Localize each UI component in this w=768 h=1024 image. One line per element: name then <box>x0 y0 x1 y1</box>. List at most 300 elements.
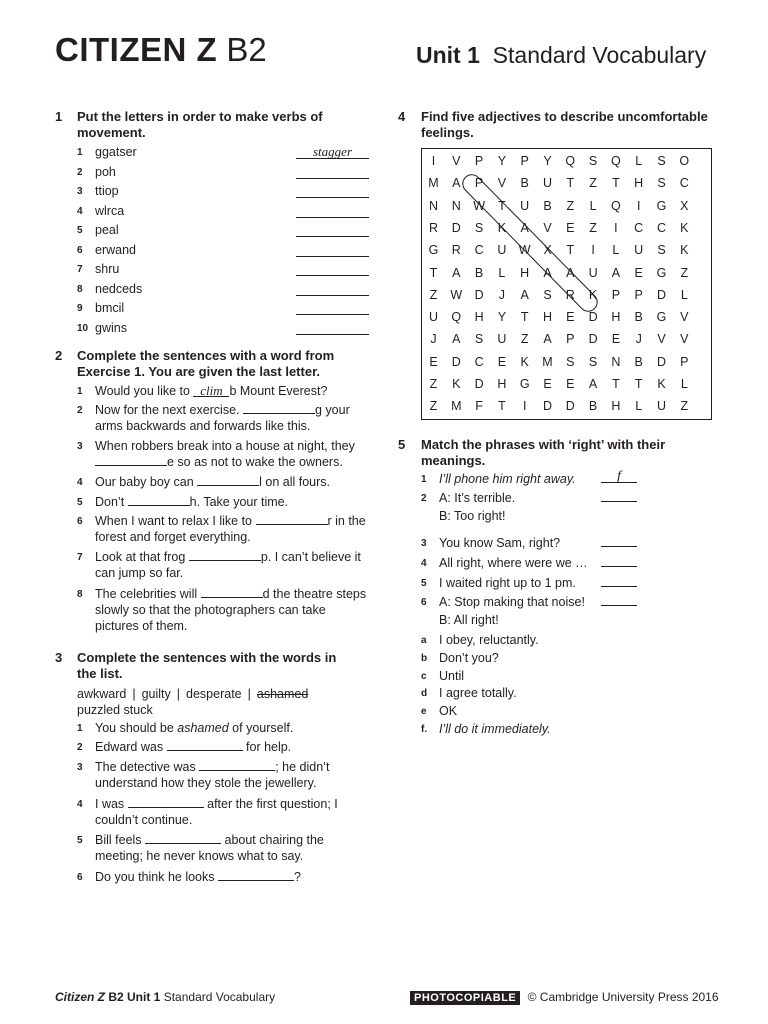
sentence-start: Would you like to <box>95 384 194 398</box>
sentence-start: Our baby boy can <box>95 475 198 489</box>
grid-cell[interactable]: H <box>542 310 553 325</box>
grid-cell[interactable]: X <box>543 243 552 258</box>
item-text <box>95 739 367 755</box>
grid-cell[interactable]: H <box>611 310 621 325</box>
item-number: 10 <box>77 322 89 334</box>
exercise-5-number: 5 <box>398 437 406 452</box>
word-list <box>77 686 308 702</box>
grid-cell[interactable]: B <box>520 176 529 191</box>
grid-cell[interactable]: U <box>497 332 507 347</box>
grid-cell[interactable]: H <box>474 310 484 325</box>
answer-gap[interactable] <box>145 832 221 844</box>
grid-cell[interactable]: K <box>588 287 598 302</box>
item-text: You know Sam, right? <box>439 536 561 550</box>
answer-gap[interactable] <box>95 454 167 466</box>
item-text: poh <box>95 164 116 179</box>
item-text <box>95 474 367 490</box>
grid-cell[interactable]: E <box>566 220 575 235</box>
list-item <box>77 242 377 258</box>
grid-cell[interactable]: C <box>679 176 689 191</box>
item-number: 2 <box>77 742 83 753</box>
grid-cell[interactable]: W <box>518 243 531 258</box>
grid-cell[interactable]: E <box>566 310 575 325</box>
list-item <box>77 164 377 180</box>
grid-cell[interactable]: B <box>634 310 643 325</box>
grid-cell[interactable]: Z <box>680 265 689 280</box>
sentence-end: about chairing the meeting; he never knows what to say. <box>95 833 324 863</box>
grid-cell[interactable]: U <box>428 310 439 325</box>
grid-cell[interactable]: T <box>634 377 643 391</box>
grid-cell[interactable]: H <box>634 176 644 191</box>
item-text <box>95 513 367 545</box>
item-number: 2 <box>77 405 83 416</box>
grid-cell[interactable]: E <box>429 354 438 369</box>
grid-cell[interactable]: B <box>543 198 552 213</box>
grid-cell[interactable]: D <box>474 287 484 302</box>
list-item <box>77 183 377 199</box>
grid-cell[interactable]: Z <box>429 399 438 414</box>
grid-cell[interactable]: K <box>657 377 666 391</box>
exercise-2-title: Complete the sentences with a word from Exercise 1. You are given the last letter. <box>77 348 335 379</box>
grid-cell[interactable]: U <box>520 198 530 213</box>
grid-cell[interactable]: Z <box>429 287 438 302</box>
sentence-start: Edward was <box>95 740 167 754</box>
grid-cell[interactable]: Q <box>611 154 621 168</box>
grid-cell[interactable]: P <box>611 287 621 302</box>
grid-cell[interactable]: V <box>452 154 461 168</box>
grid-cell[interactable]: L <box>680 287 688 302</box>
item-number: 1 <box>77 723 83 734</box>
grid-cell[interactable]: C <box>634 220 644 235</box>
list-item <box>77 320 377 336</box>
grid-cell[interactable]: Q <box>611 198 621 213</box>
answer-gap[interactable] <box>218 869 294 881</box>
grid-cell[interactable]: A <box>543 265 552 280</box>
grid-cell[interactable]: A <box>566 265 575 280</box>
answer-gap[interactable] <box>199 759 275 771</box>
meaning-text: I agree totally. <box>439 686 517 700</box>
answer-blank[interactable]: stagger <box>296 144 369 159</box>
answer-gap[interactable] <box>189 549 261 561</box>
exercise-4-number: 4 <box>398 109 406 124</box>
grid-cell[interactable]: P <box>520 154 529 168</box>
answer-blank[interactable] <box>601 535 637 547</box>
item-number: 4 <box>77 477 83 488</box>
sentence-start: I was <box>95 797 128 811</box>
item-text: All right, where were we … <box>439 556 588 570</box>
brand-name: CITIZEN Z <box>55 31 218 68</box>
grid-cell[interactable]: D <box>542 399 553 414</box>
meaning-text: I obey, reluctantly. <box>439 633 539 647</box>
grid-cell[interactable]: J <box>498 287 506 302</box>
grid-cell[interactable]: M <box>451 399 462 414</box>
grid-cell[interactable]: Y <box>497 154 507 168</box>
unit-number: Unit 1 <box>416 42 480 68</box>
grid-cell[interactable]: N <box>428 198 439 213</box>
grid-cell[interactable]: D <box>656 354 667 369</box>
grid-cell[interactable]: Z <box>520 332 529 347</box>
sentence-end: e so as not to wake the owners. <box>167 455 343 469</box>
item-number: 1 <box>421 474 427 485</box>
grid-cell[interactable]: S <box>566 354 575 369</box>
word-search-grid[interactable] <box>421 148 712 420</box>
exercise-2-number: 2 <box>55 348 63 363</box>
item-number: 4 <box>421 558 427 569</box>
item-text: I waited right up to 1 pm. <box>439 576 576 590</box>
sentence-start: Don’t <box>95 495 128 509</box>
grid-cell[interactable]: K <box>680 220 689 235</box>
grid-cell[interactable]: L <box>589 198 597 213</box>
item-text: bmcil <box>95 301 125 315</box>
unit-title <box>416 40 706 70</box>
grid-cell[interactable]: V <box>680 332 689 347</box>
item-number: 8 <box>77 589 83 600</box>
item-text <box>95 869 367 885</box>
exercise-1-list <box>77 144 377 344</box>
answer-blank[interactable] <box>296 281 369 296</box>
item-text-line-2: B: All right! <box>439 613 499 627</box>
grid-cell[interactable]: S <box>588 154 598 168</box>
exercise-2-list <box>77 383 377 643</box>
meaning-letter: a <box>421 635 427 646</box>
item-number: 5 <box>77 497 83 508</box>
grid-cell[interactable]: U <box>588 265 598 280</box>
grid-cell[interactable]: T <box>498 198 506 213</box>
grid-cell[interactable]: T <box>612 377 620 391</box>
grid-cell[interactable]: V <box>543 220 552 235</box>
grid-cell[interactable]: E <box>634 265 643 280</box>
item-number: 1 <box>77 386 83 397</box>
list-item <box>77 144 377 160</box>
meaning-letter: b <box>421 653 428 664</box>
item-text <box>95 438 367 470</box>
sentence-end: d the theatre steps slowly so that the photographers can take pictures of them. <box>95 587 367 633</box>
grid-cell[interactable]: V <box>680 310 689 325</box>
grid-cell[interactable]: E <box>543 377 552 391</box>
sentence-start: Look at that frog <box>95 550 189 564</box>
grid-cell[interactable]: S <box>588 354 598 369</box>
item-number: 7 <box>77 264 83 275</box>
item-text <box>95 383 367 399</box>
answer-gap[interactable] <box>201 586 263 598</box>
grid-cell[interactable]: L <box>680 377 688 391</box>
grid-cell[interactable]: R <box>565 287 575 302</box>
answer-gap[interactable]: clim <box>193 385 229 397</box>
grid-cell[interactable]: Y <box>497 310 507 325</box>
grid-cell[interactable]: I <box>614 220 618 235</box>
item-number: 3 <box>421 538 427 549</box>
grid-cell[interactable]: C <box>474 243 484 258</box>
grid-cell[interactable]: D <box>656 287 667 302</box>
answer-blank[interactable] <box>296 183 369 198</box>
grid-cell[interactable]: P <box>680 354 689 369</box>
answer-gap[interactable] <box>243 402 315 414</box>
answer-blank[interactable] <box>296 164 369 179</box>
footer-title: Citizen Z B2 Unit 1 Standard Vocabulary <box>55 990 276 1004</box>
grid-cell[interactable]: N <box>451 198 461 213</box>
grid-cell[interactable]: U <box>656 399 667 414</box>
grid-cell[interactable]: S <box>657 243 666 258</box>
grid-cell[interactable]: C <box>656 220 667 235</box>
item-text: nedceds <box>95 281 143 296</box>
grid-cell[interactable]: D <box>588 310 598 325</box>
grid-cell[interactable]: K <box>680 243 689 258</box>
grid-cell[interactable]: J <box>430 332 437 347</box>
photocopiable-badge: PHOTOCOPIABLE <box>410 991 520 1005</box>
grid-cell[interactable]: B <box>474 265 484 280</box>
answer-text: ashamed <box>177 721 229 735</box>
item-number: 6 <box>77 872 83 883</box>
word-list-item: guilty <box>141 687 171 701</box>
item-number: 6 <box>77 244 83 256</box>
answer-gap[interactable] <box>128 796 204 808</box>
answer-gap[interactable] <box>197 474 259 486</box>
grid-cell[interactable]: Z <box>589 176 597 191</box>
grid-cell[interactable]: A <box>452 332 461 347</box>
item-text: I’ll phone him right away. <box>439 472 576 486</box>
item-number: 4 <box>77 205 83 217</box>
grid-cell[interactable]: W <box>450 287 463 302</box>
item-number: 2 <box>421 493 427 504</box>
exercise-3-list <box>77 720 377 890</box>
item-text: shru <box>95 262 120 276</box>
sentence-end: of yourself. <box>228 721 294 735</box>
grid-cell[interactable]: N <box>611 354 621 369</box>
grid-cell[interactable]: A <box>452 176 461 191</box>
grid-letters <box>422 149 713 421</box>
grid-cell[interactable]: P <box>474 154 484 168</box>
grid-cell[interactable]: Z <box>566 198 575 213</box>
item-text <box>95 586 367 634</box>
grid-cell[interactable]: P <box>634 287 643 302</box>
item-text <box>95 402 367 434</box>
sentence-end: r in the forest and forget everything. <box>95 514 366 544</box>
grid-cell[interactable]: K <box>520 354 529 369</box>
grid-cell[interactable]: Q <box>451 310 462 325</box>
item-number: 5 <box>77 835 83 846</box>
item-number: 6 <box>421 597 427 608</box>
grid-cell[interactable]: P <box>474 176 484 191</box>
sentence-start: Do you think he looks <box>95 870 218 884</box>
sentence-end: ; he didn’t understand how they stole the jewellery. <box>95 760 330 790</box>
grid-cell[interactable]: K <box>452 377 461 391</box>
grid-cell[interactable]: T <box>612 176 620 191</box>
answer-blank[interactable] <box>296 300 369 315</box>
grid-cell[interactable]: G <box>656 265 667 280</box>
exercise-3-number: 3 <box>55 650 63 665</box>
grid-cell[interactable]: M <box>542 354 553 369</box>
exercise-5-title: Match the phrases with ‘right’ with their meanings. <box>421 437 666 468</box>
grid-cell[interactable]: T <box>566 176 575 191</box>
grid-cell[interactable]: L <box>635 154 643 168</box>
answer-blank[interactable] <box>601 594 637 606</box>
grid-cell[interactable]: T <box>566 243 575 258</box>
answer-blank[interactable] <box>296 320 369 335</box>
item-number: 4 <box>77 799 83 810</box>
sentence-end: b Mount Everest? <box>229 384 328 398</box>
item-text <box>95 796 367 828</box>
grid-cell[interactable]: S <box>543 287 552 302</box>
grid-cell[interactable]: L <box>498 265 506 280</box>
grid-cell[interactable]: A <box>520 287 529 302</box>
grid-cell[interactable]: H <box>520 265 530 280</box>
sentence-start: When I want to relax I like to <box>95 514 256 528</box>
copyright-text: © Cambridge University Press 2016 <box>527 990 719 1004</box>
grid-cell[interactable]: Y <box>543 154 552 168</box>
grid-cell[interactable]: U <box>542 176 553 191</box>
item-text: ttiop <box>95 184 119 198</box>
item-text <box>95 494 367 510</box>
grid-cell[interactable]: V <box>657 332 666 347</box>
grid-cell[interactable]: I <box>522 399 527 414</box>
grid-cell[interactable]: D <box>474 377 484 391</box>
item-number: 3 <box>77 186 83 197</box>
grid-cell[interactable]: T <box>429 265 438 280</box>
grid-cell[interactable]: S <box>657 176 666 191</box>
word-list-item: awkward <box>77 687 127 701</box>
meaning-text: I’ll do it immediately. <box>439 722 551 736</box>
exercise-5-list <box>421 469 721 736</box>
grid-cell[interactable]: S <box>657 154 666 168</box>
list-item <box>77 281 377 297</box>
grid-cell[interactable]: H <box>611 399 621 414</box>
answer-blank[interactable] <box>601 555 637 567</box>
sentence-end: p. I can’t believe it can jump so far. <box>95 550 361 580</box>
list-item <box>77 300 377 316</box>
grid-cell[interactable]: A <box>611 265 621 280</box>
grid-cell[interactable]: A <box>543 332 552 347</box>
item-number: 3 <box>77 441 83 452</box>
grid-cell[interactable]: U <box>634 243 644 258</box>
answer-blank[interactable] <box>296 222 369 237</box>
item-number: 5 <box>421 578 427 589</box>
exercise-1-title: Put the letters in order to make verbs of movement. <box>77 109 323 140</box>
grid-cell[interactable]: S <box>474 332 484 347</box>
list-item <box>77 222 377 238</box>
item-number: 7 <box>77 552 83 563</box>
grid-cell[interactable]: D <box>451 354 461 369</box>
grid-cell[interactable]: D <box>588 332 598 347</box>
answer-blank[interactable] <box>296 242 369 257</box>
grid-cell[interactable]: U <box>497 243 507 258</box>
grid-cell[interactable]: E <box>566 377 575 391</box>
meaning-letter: d <box>421 688 428 699</box>
footer-copyright <box>410 990 719 1005</box>
grid-cell[interactable]: S <box>474 220 484 235</box>
item-number: 1 <box>77 147 83 158</box>
grid-cell[interactable]: D <box>565 399 575 414</box>
grid-cell[interactable]: W <box>473 198 485 213</box>
item-text <box>95 720 367 736</box>
brand-title <box>55 30 267 70</box>
item-number: 9 <box>77 303 83 314</box>
list-item <box>77 261 377 277</box>
grid-cell[interactable]: A <box>520 220 529 235</box>
grid-cell[interactable]: P <box>566 332 575 347</box>
grid-cell[interactable]: R <box>428 220 439 235</box>
answer-gap[interactable] <box>167 739 243 751</box>
grid-cell[interactable]: T <box>520 310 529 325</box>
grid-cell[interactable]: M <box>428 176 439 191</box>
item-text: ggatser <box>95 145 137 159</box>
grid-cell[interactable]: B <box>634 354 643 369</box>
grid-cell[interactable]: G <box>428 243 439 258</box>
grid-cell[interactable]: Z <box>680 399 689 414</box>
exercise-4-title: Find five adjectives to describe uncomfortable feelings. <box>421 109 708 140</box>
grid-cell[interactable]: D <box>451 220 461 235</box>
item-text-line-2: B: Too right! <box>439 509 506 523</box>
grid-cell[interactable]: O <box>679 154 690 168</box>
sentence-start: You should be <box>95 721 178 735</box>
answer-blank[interactable] <box>296 261 369 276</box>
item-number: 8 <box>77 283 83 295</box>
meaning-letter: e <box>421 706 427 717</box>
answer-blank[interactable]: f <box>601 471 637 483</box>
grid-cell[interactable]: I <box>591 243 595 258</box>
grid-cell[interactable]: V <box>497 176 507 191</box>
item-text: gwins <box>95 320 127 335</box>
grid-cell[interactable]: I <box>431 154 436 168</box>
answer-blank[interactable] <box>601 575 637 587</box>
grid-cell[interactable]: J <box>635 332 642 347</box>
grid-cell[interactable]: E <box>497 354 507 369</box>
item-text <box>95 832 367 864</box>
sentence-end: after the first question; I couldn’t continue. <box>95 797 338 827</box>
grid-cell[interactable]: I <box>636 198 641 213</box>
grid-cell[interactable]: H <box>497 377 507 391</box>
sentence-end: for help. <box>242 740 292 754</box>
brand-level: B2 <box>226 31 267 68</box>
sentence-start: Now for the next exercise. <box>95 403 243 417</box>
word-separator: | <box>132 687 136 701</box>
answer-blank[interactable] <box>296 203 369 218</box>
grid-cell[interactable]: L <box>635 399 643 414</box>
grid-cell[interactable]: B <box>588 399 598 414</box>
grid-cell[interactable]: Z <box>429 377 438 391</box>
sentence-start: Bill feels <box>95 833 146 847</box>
grid-cell[interactable]: X <box>680 198 689 213</box>
item-text: A: Stop making that noise! <box>439 595 585 609</box>
grid-cell[interactable]: F <box>475 399 483 414</box>
sentence-end: l on all fours. <box>259 475 331 489</box>
item-number: 3 <box>77 762 83 773</box>
exercise-1-number: 1 <box>55 109 63 124</box>
word-separator: | <box>247 687 251 701</box>
grid-cell[interactable]: L <box>612 243 620 258</box>
grid-cell[interactable]: C <box>474 354 484 369</box>
answer-blank[interactable] <box>601 490 637 502</box>
item-text: A: It’s terrible. <box>439 491 516 505</box>
grid-cell[interactable]: Z <box>589 220 597 235</box>
grid-cell[interactable]: G <box>656 310 667 325</box>
answer-gap[interactable] <box>128 494 190 506</box>
grid-cell[interactable]: K <box>497 220 507 235</box>
grid-cell[interactable]: E <box>611 332 621 347</box>
item-text <box>95 759 367 791</box>
item-number: 5 <box>77 225 83 236</box>
grid-cell[interactable]: G <box>656 198 667 213</box>
grid-cell[interactable]: R <box>451 243 461 258</box>
answer-gap[interactable] <box>256 513 328 525</box>
grid-cell[interactable]: T <box>498 399 506 414</box>
exercise-3-title: Complete the sentences with the words in the list. <box>77 650 337 681</box>
grid-cell[interactable]: Q <box>565 154 576 168</box>
grid-cell[interactable]: G <box>519 377 530 391</box>
item-text: erwand <box>95 242 136 257</box>
sentence-start: When robbers break into a house at night, they <box>95 439 355 453</box>
grid-cell[interactable]: A <box>452 265 461 280</box>
grid-cell[interactable]: A <box>588 377 598 391</box>
